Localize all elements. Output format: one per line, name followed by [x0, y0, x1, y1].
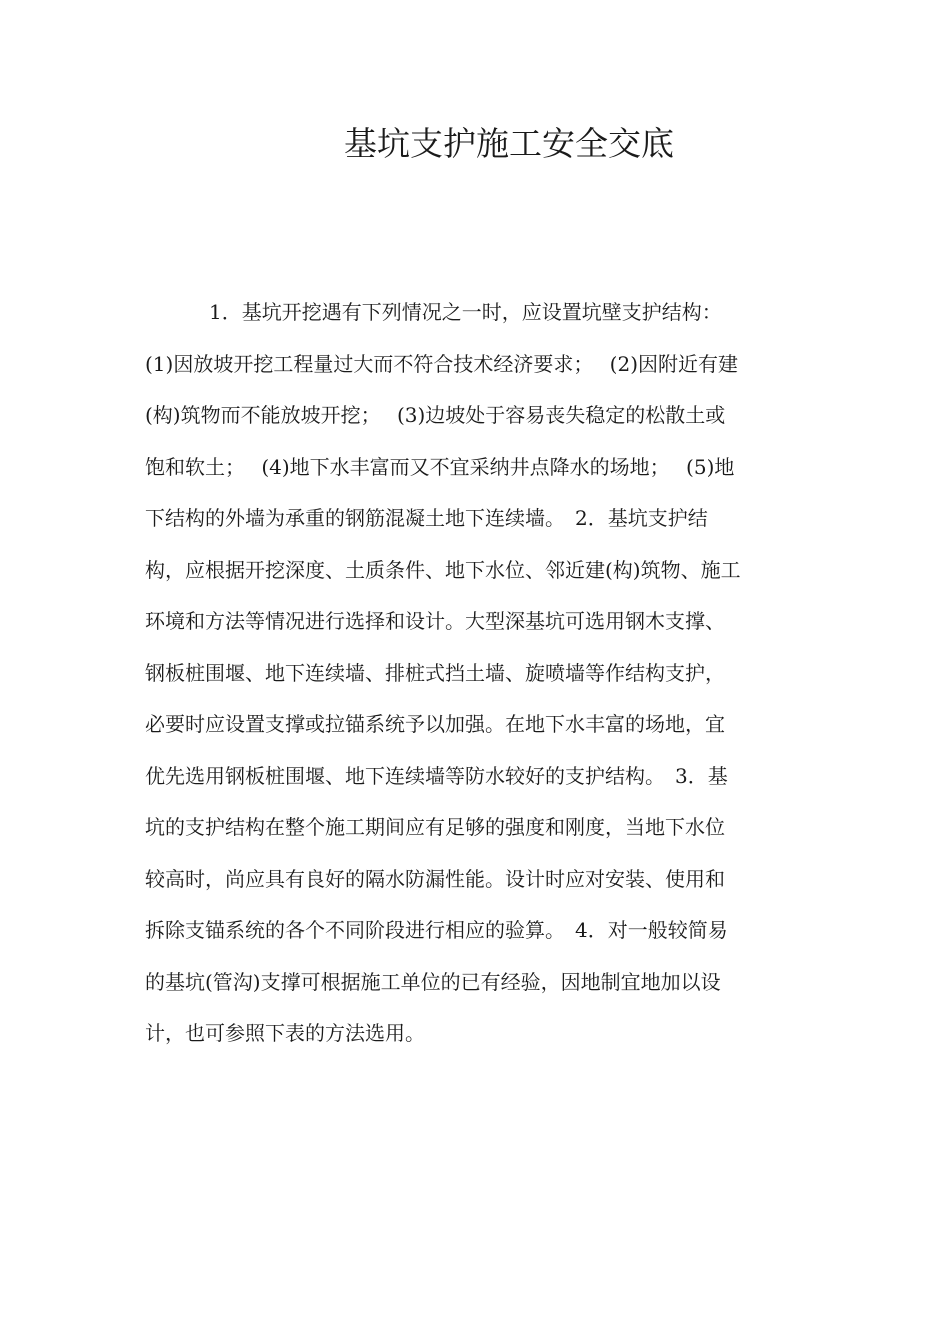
paragraph-line: 1．基坑开挖遇有下列情况之一时，应设置坑壁支护结构：	[209, 300, 722, 324]
paragraph-line: (构)筑物而不能放坡开挖； (3)边坡处于容易丧失稳定的松散土或	[145, 403, 726, 427]
paragraph-line: 拆除支锚系统的各个不同阶段进行相应的验算。 4．对一般较简易	[145, 918, 728, 942]
paragraph-line: 必要时应设置支撑或拉锚系统予以加强。在地下水丰富的场地，宜	[145, 712, 725, 736]
document-title: 基坑支护施工安全交底	[344, 124, 674, 163]
document-body	[145, 292, 810, 1065]
paragraph-line: 计，也可参照下表的方法选用。	[145, 1021, 425, 1045]
paragraph-line: 坑的支护结构在整个施工期间应有足够的强度和刚度，当地下水位	[145, 815, 725, 839]
paragraph-line: 的基坑(管沟)支撑可根据施工单位的已有经验，因地制宜地加以设	[145, 969, 721, 994]
paragraph-line: 钢板桩围堰、地下连续墙、排桩式挡土墙、旋喷墙等作结构支护，	[145, 660, 725, 685]
paragraph-line: 下结构的外墙为承重的钢筋混凝土地下连续墙。 2．基坑支护结	[145, 506, 708, 530]
paragraph-line: 较高时，尚应具有良好的隔水防漏性能。设计时应对安装、使用和	[145, 866, 725, 891]
paragraph-line: (1)因放坡开挖工程量过大而不符合技术经济要求； (2)因附近有建	[145, 351, 739, 376]
paragraph-line: 优先选用钢板桩围堰、地下连续墙等防水较好的支护结构。 3．基	[145, 763, 728, 788]
paragraph-line: 环境和方法等情况进行选择和设计。大型深基坑可选用钢木支撑、	[145, 609, 725, 633]
paragraph-line: 饱和软土； (4)地下水丰富而又不宜采纳井点降水的场地； (5)地	[145, 454, 735, 479]
paragraph-line: 构，应根据开挖深度、土质条件、地下水位、邻近建(构)筑物、施工	[145, 557, 741, 582]
